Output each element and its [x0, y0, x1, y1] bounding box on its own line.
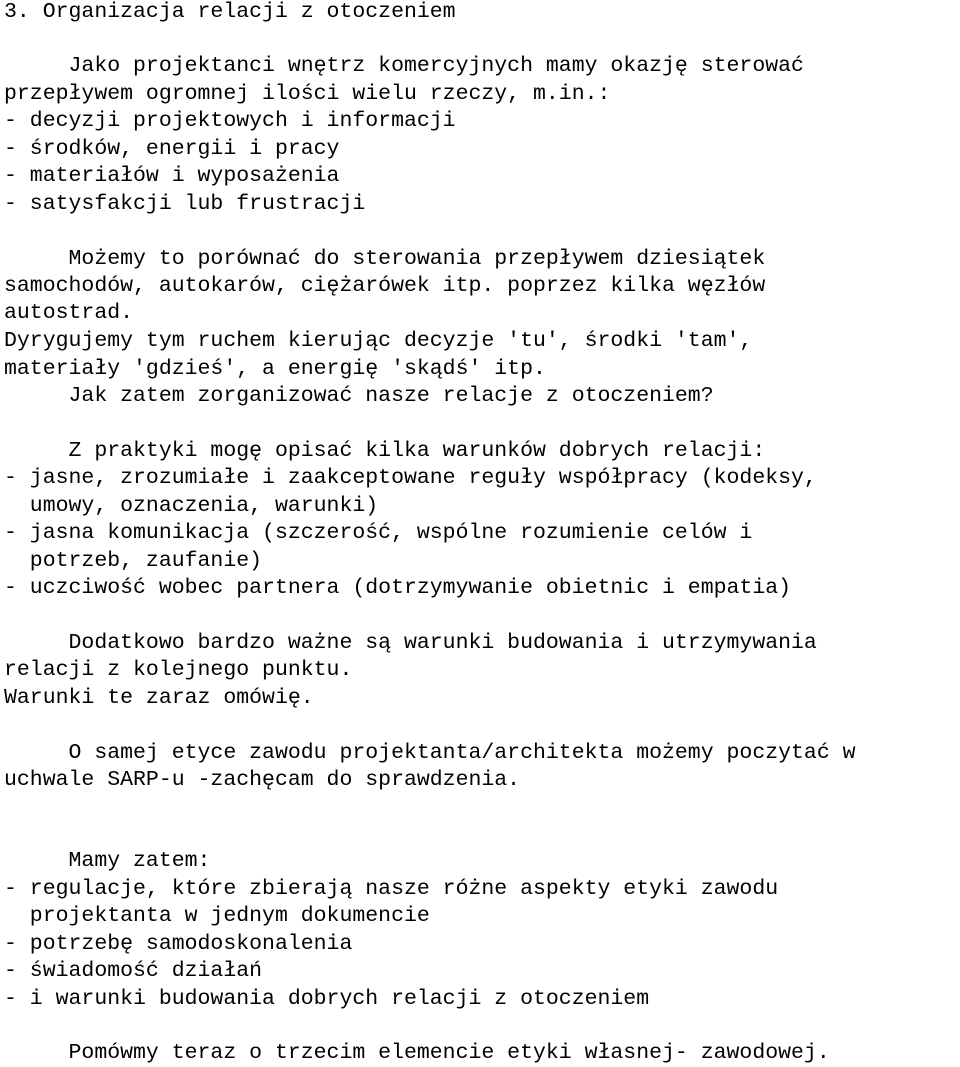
- intro-list-item: - środków, energii i pracy: [4, 137, 340, 161]
- conditions-list-item: potrzeb, zaufanie): [4, 549, 263, 573]
- closing-line: Pomówmy teraz o trzecim elemencie etyki własnej- zawodowej.: [4, 1041, 830, 1065]
- summary-list-item: - regulacje, które zbierają nasze różne aspekty etyki zawodu: [4, 877, 779, 901]
- conditions-list-item: umowy, oznaczenia, warunki): [4, 494, 379, 518]
- comparison-line: Możemy to porównać do sterowania przepływem dziesiątek: [4, 247, 766, 271]
- comparison-line: Dyrygujemy tym ruchem kierując decyzje 'tu', środki 'tam',: [4, 329, 753, 353]
- summary-list-item: - świadomość działań: [4, 959, 263, 983]
- comparison-line: samochodów, autokarów, ciężarówek itp. poprzez kilka węzłów: [4, 274, 766, 298]
- summary-line: Mamy zatem:: [4, 849, 211, 873]
- ethics-line: O samej etyce zawodu projektanta/architekta możemy poczytać w: [4, 741, 856, 765]
- additional-line: relacji z kolejnego punktu.: [4, 658, 353, 682]
- additional-line: Dodatkowo bardzo ważne są warunki budowania i utrzymywania: [4, 631, 817, 655]
- intro-list-item: - satysfakcji lub frustracji: [4, 192, 366, 216]
- intro-list-item: - decyzji projektowych i informacji: [4, 109, 456, 133]
- conditions-line: Z praktyki mogę opisać kilka warunków dobrych relacji:: [4, 439, 766, 463]
- comparison-question: Jak zatem zorganizować nasze relacje z otoczeniem?: [4, 384, 714, 408]
- summary-list-item: - potrzebę samodoskonalenia: [4, 932, 353, 956]
- intro-list-item: - materiałów i wyposażenia: [4, 164, 340, 188]
- summary-list-item: projektanta w jednym dokumencie: [4, 904, 430, 928]
- ethics-line: uchwale SARP-u -zachęcam do sprawdzenia.: [4, 768, 521, 792]
- intro-line: przepływem ogromnej ilości wielu rzeczy, m.in.:: [4, 82, 611, 106]
- intro-line: Jako projektanci wnętrz komercyjnych mamy okazję sterować: [4, 54, 804, 78]
- comparison-line: autostrad.: [4, 301, 134, 325]
- summary-list-item: - i warunki budowania dobrych relacji z otoczeniem: [4, 987, 650, 1011]
- conditions-list-item: - jasna komunikacja (szczerość, wspólne rozumienie celów i: [4, 521, 753, 545]
- section-heading: 3. Organizacja relacji z otoczeniem: [4, 0, 456, 24]
- comparison-line: materiały 'gdzieś', a energię 'skądś' itp.: [4, 357, 546, 381]
- conditions-list-item: - jasne, zrozumiałe i zaakceptowane reguły współpracy (kodeksy,: [4, 466, 817, 490]
- additional-line: Warunki te zaraz omówię.: [4, 686, 314, 710]
- conditions-list-item: - uczciwość wobec partnera (dotrzymywanie obietnic i empatia): [4, 576, 792, 600]
